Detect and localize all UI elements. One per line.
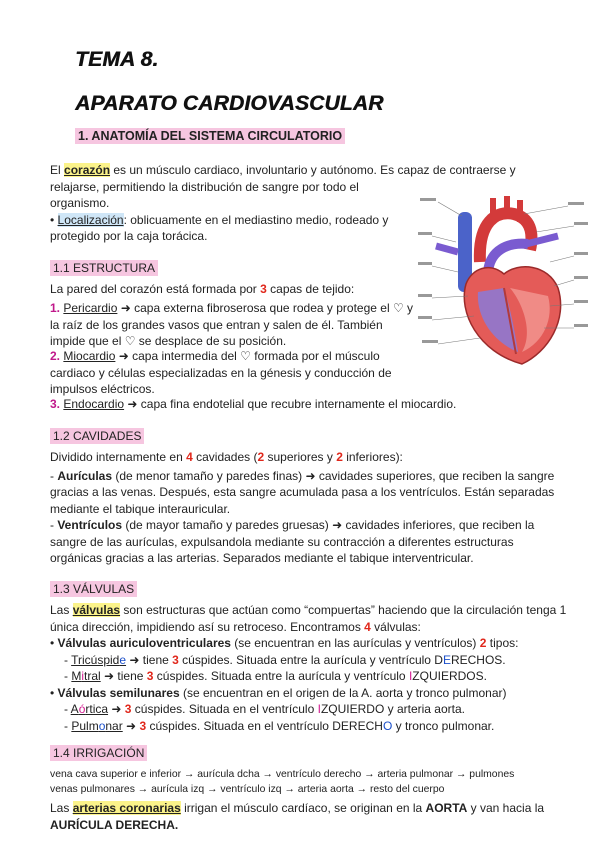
section-heading-estructura: 1.1 ESTRUCTURA (50, 260, 158, 276)
section-heading-cavidades: 1.2 CAVIDADES (50, 428, 144, 444)
page-title-line2: APARATO CARDIOVASCULAR (75, 92, 384, 115)
valvulas-paragraph: Las válvulas son estructuras que actúan como “compuertas” haciendo que la circulación tenga 1 única dirección, impidiendo así su retroceso. Encontramos 4 válvulas: • Válvulas auriculoventriculares (se encuentran en las aurículas y ventrículos) 2 tipos: - Tricúspide ➜ tiene 3 cúspides. Situada entre la aurícula y ventrículo DERECHOS. - Mitral ➜ tiene 3 cúspides. Situada entre la aurícula y ventrículo IZQUIERDOS. • Válvulas semilunares (se encuentran en el origen de la A. aorta y tronco pulmonar) - Aórtica ➜ 3 cúspides. Situada en el ventrículo IZQUIERDO y arteria aorta. - Pulmonar ➜ 3 cúspides. Situada en el ventrículo DERECHO y tronco pulmonar. (50, 603, 567, 733)
cavidades-paragraph: Dividido internamente en 4 cavidades (2 superiores y 2 inferiores): - Aurículas (de menor tamaño y paredes finas) ➜ cavidades superiores, que reciben la sangre gracias a las venas. Después, esta sangre acumulada pasa a los ventrículos. Están separadas mediante el tabique interauricular. - Ventrículos (de mayor tamaño y paredes gruesas) ➜ cavidades inferiores, que reciben la sangre de las aurículas, expulsandola mediante su contracción a diferentes estructuras orgánicas gracias a las arterias. Separados mediante el tabique interventricular. (50, 450, 555, 565)
term-valvulas: válvulas (72, 603, 121, 617)
irrigacion-flow: vena cava superior e inferior → aurícula dcha → ventrículo derecho → arteria pulmonar → pulmones venas pulmonares → aurícula izq → ventrículo izq → arteria aorta → resto del cuerpo (50, 769, 515, 795)
term-localizacion: Localización (57, 212, 124, 227)
endocardio-item: 3. Endocardio ➜ capa fina endotelial que recubre internamente el miocardio. (50, 397, 457, 411)
pericardio-item: 1. Pericardio ➜ capa externa fibroserosa que rodea y protege el ♡ y la raíz de los grandes vasos que entran y salen de él. También impide que el ♡ se desplace de su posición. (50, 301, 414, 348)
miocardio-item: 2. Miocardio ➜ capa intermedia del ♡ formada por el músculo cardiaco y células especializadas en la génesis y conducción de impulsos eléctricos. (50, 349, 392, 396)
intro-paragraph: El corazón es un músculo cardiaco, involuntario y autónomo. Es capaz de contraerse y relajarse, permitiendo la distribución de sangre por todo el organismo. • Localización: oblicuamente en el mediastino medio, rodeado y protegido por la caja torácica. (50, 163, 516, 243)
term-corazon: corazón (64, 163, 111, 177)
section-heading-valvulas: 1.3 VÁLVULAS (50, 581, 137, 597)
section-heading-anatomy: 1. ANATOMÍA DEL SISTEMA CIRCULATORIO (75, 128, 345, 144)
estructura-paragraph: La pared del corazón está formada por 3 capas de tejido: (50, 282, 355, 296)
term-arterias-coronarias: arterias coronarias (72, 801, 181, 815)
heart-anatomy-diagram (418, 192, 588, 372)
section-heading-irrigacion: 1.4 IRRIGACIÓN (50, 745, 147, 761)
page-title-line1: TEMA 8. (75, 48, 159, 71)
irrigacion-paragraph: Las arterias coronarias irrigan el músculo cardíaco, se originan en la AORTA y van hacia la AURÍCULA DERECHA. (50, 801, 545, 832)
